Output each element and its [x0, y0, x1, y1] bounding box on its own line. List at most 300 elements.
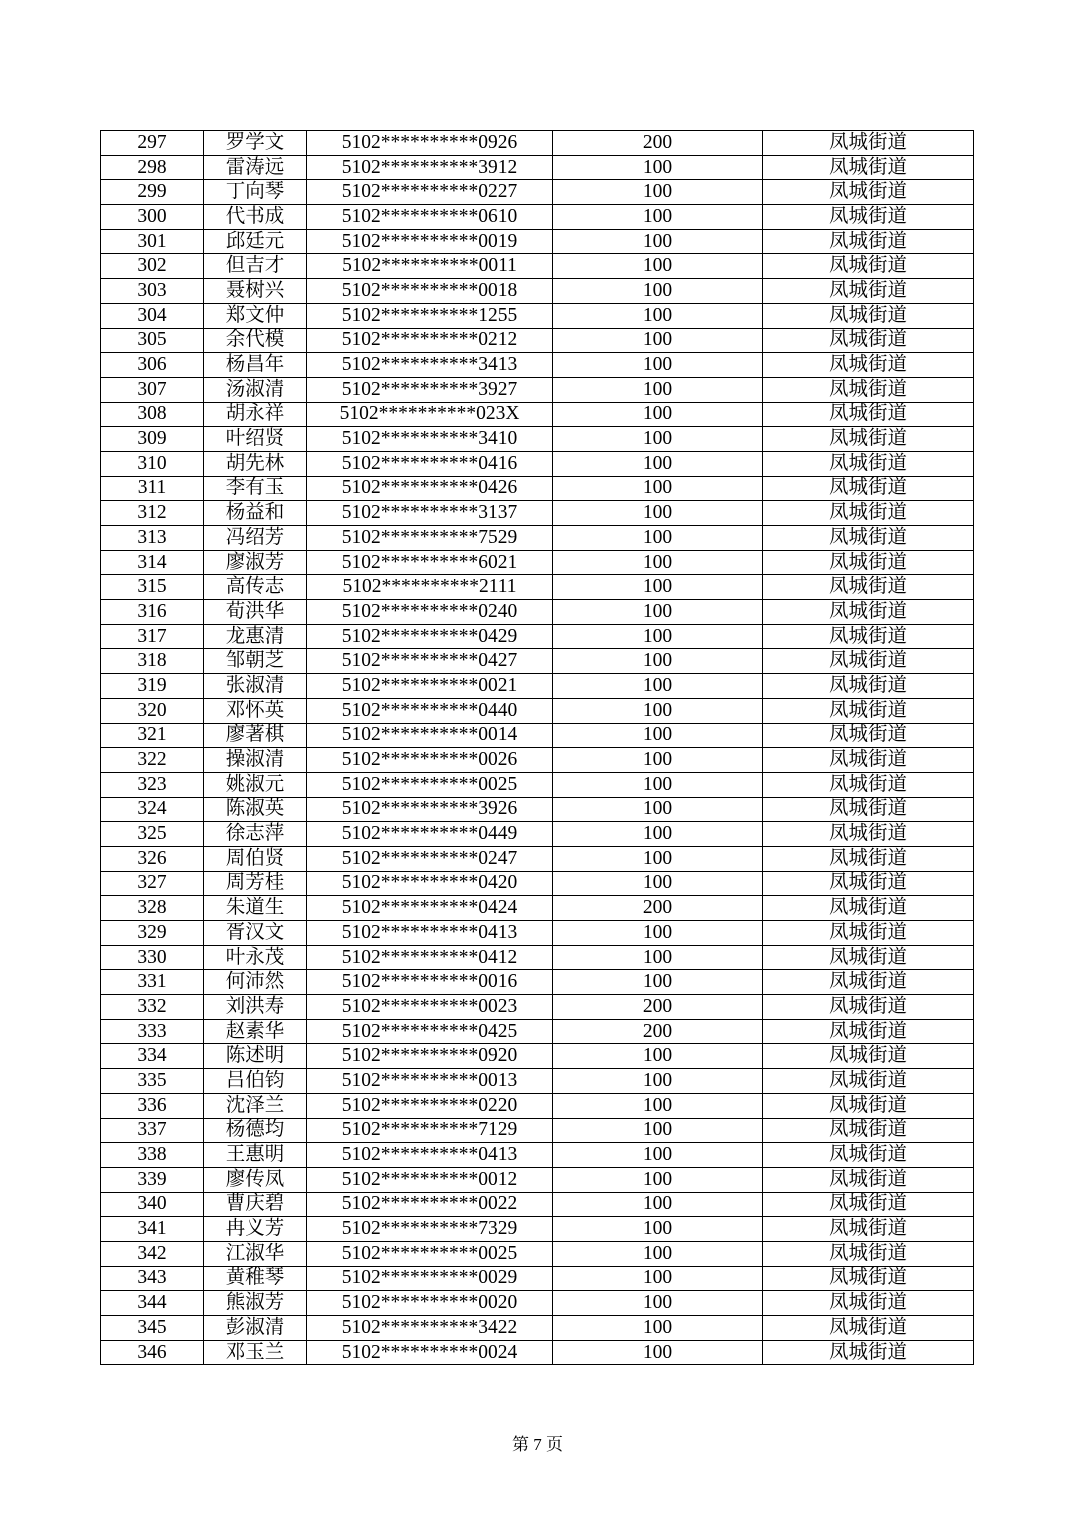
street-cell: 凤城街道 [763, 229, 974, 254]
street-cell: 凤城街道 [763, 155, 974, 180]
row-number-cell: 310 [101, 451, 204, 476]
row-number-cell: 313 [101, 526, 204, 551]
id-number-cell: 5102**********0026 [307, 748, 553, 773]
row-number-cell: 324 [101, 797, 204, 822]
amount-cell: 100 [553, 1118, 763, 1143]
amount-cell: 100 [553, 723, 763, 748]
amount-cell: 100 [553, 254, 763, 279]
street-cell: 凤城街道 [763, 1316, 974, 1341]
table-row [101, 921, 974, 946]
table-row [101, 995, 974, 1020]
street-cell: 凤城街道 [763, 624, 974, 649]
table-row [101, 1069, 974, 1094]
amount-cell: 100 [553, 698, 763, 723]
table-row [101, 1192, 974, 1217]
table-row [101, 748, 974, 773]
amount-cell: 100 [553, 402, 763, 427]
table-row [101, 229, 974, 254]
id-number-cell: 5102**********0426 [307, 476, 553, 501]
table-row [101, 501, 974, 526]
table-row [101, 451, 974, 476]
id-number-cell: 5102**********0427 [307, 649, 553, 674]
amount-cell: 100 [553, 155, 763, 180]
amount-cell: 100 [553, 674, 763, 699]
id-number-cell: 5102**********0011 [307, 254, 553, 279]
row-number-cell: 338 [101, 1143, 204, 1168]
name-cell: 沈泽兰 [204, 1093, 307, 1118]
amount-cell: 100 [553, 748, 763, 773]
row-number-cell: 334 [101, 1044, 204, 1069]
street-cell: 凤城街道 [763, 723, 974, 748]
table-row [101, 822, 974, 847]
row-number-cell: 330 [101, 945, 204, 970]
street-cell: 凤城街道 [763, 303, 974, 328]
table-row [101, 674, 974, 699]
street-cell: 凤城街道 [763, 1167, 974, 1192]
table-row [101, 1118, 974, 1143]
name-cell: 吕伯钧 [204, 1069, 307, 1094]
id-number-cell: 5102**********0022 [307, 1192, 553, 1217]
street-cell: 凤城街道 [763, 871, 974, 896]
id-number-cell: 5102**********0926 [307, 131, 553, 156]
street-cell: 凤城街道 [763, 131, 974, 156]
page-number: 第 7 页 [512, 1435, 563, 1454]
street-cell: 凤城街道 [763, 674, 974, 699]
table-row [101, 279, 974, 304]
street-cell: 凤城街道 [763, 921, 974, 946]
street-cell: 凤城街道 [763, 254, 974, 279]
street-cell: 凤城街道 [763, 600, 974, 625]
row-number-cell: 346 [101, 1340, 204, 1365]
table-row [101, 846, 974, 871]
amount-cell: 100 [553, 328, 763, 353]
table-row [101, 377, 974, 402]
street-cell: 凤城街道 [763, 1143, 974, 1168]
street-cell: 凤城街道 [763, 328, 974, 353]
name-cell: 姚淑元 [204, 772, 307, 797]
amount-cell: 100 [553, 772, 763, 797]
amount-cell: 200 [553, 896, 763, 921]
street-cell: 凤城街道 [763, 797, 974, 822]
id-number-cell: 5102**********0425 [307, 1019, 553, 1044]
street-cell: 凤城街道 [763, 772, 974, 797]
street-cell: 凤城街道 [763, 377, 974, 402]
street-cell: 凤城街道 [763, 1192, 974, 1217]
row-number-cell: 305 [101, 328, 204, 353]
id-number-cell: 5102**********7329 [307, 1217, 553, 1242]
name-cell: 李有玉 [204, 476, 307, 501]
amount-cell: 100 [553, 1291, 763, 1316]
id-number-cell: 5102**********7129 [307, 1118, 553, 1143]
id-number-cell: 5102**********0416 [307, 451, 553, 476]
id-number-cell: 5102**********3410 [307, 427, 553, 452]
name-cell: 刘洪寿 [204, 995, 307, 1020]
id-number-cell: 5102**********0014 [307, 723, 553, 748]
row-number-cell: 314 [101, 550, 204, 575]
amount-cell: 100 [553, 575, 763, 600]
name-cell: 高传志 [204, 575, 307, 600]
amount-cell: 100 [553, 205, 763, 230]
table-row [101, 1093, 974, 1118]
street-cell: 凤城街道 [763, 501, 974, 526]
id-number-cell: 5102**********3413 [307, 353, 553, 378]
name-cell: 汤淑清 [204, 377, 307, 402]
id-number-cell: 5102**********0449 [307, 822, 553, 847]
row-number-cell: 342 [101, 1241, 204, 1266]
row-number-cell: 301 [101, 229, 204, 254]
amount-cell: 100 [553, 476, 763, 501]
row-number-cell: 311 [101, 476, 204, 501]
name-cell: 廖传凤 [204, 1167, 307, 1192]
street-cell: 凤城街道 [763, 1044, 974, 1069]
row-number-cell: 337 [101, 1118, 204, 1143]
table-row [101, 131, 974, 156]
street-cell: 凤城街道 [763, 1241, 974, 1266]
row-number-cell: 340 [101, 1192, 204, 1217]
row-number-cell: 300 [101, 205, 204, 230]
id-number-cell: 5102**********0220 [307, 1093, 553, 1118]
amount-cell: 100 [553, 1044, 763, 1069]
name-cell: 叶永茂 [204, 945, 307, 970]
id-number-cell: 5102**********0212 [307, 328, 553, 353]
street-cell: 凤城街道 [763, 896, 974, 921]
row-number-cell: 319 [101, 674, 204, 699]
table-row [101, 353, 974, 378]
id-number-cell: 5102**********0247 [307, 846, 553, 871]
name-cell: 杨昌年 [204, 353, 307, 378]
id-number-cell: 5102**********0920 [307, 1044, 553, 1069]
row-number-cell: 328 [101, 896, 204, 921]
name-cell: 邱廷元 [204, 229, 307, 254]
name-cell: 代书成 [204, 205, 307, 230]
name-cell: 罗学文 [204, 131, 307, 156]
amount-cell: 100 [553, 1340, 763, 1365]
row-number-cell: 316 [101, 600, 204, 625]
street-cell: 凤城街道 [763, 526, 974, 551]
name-cell: 荀洪华 [204, 600, 307, 625]
name-cell: 杨益和 [204, 501, 307, 526]
table-row [101, 624, 974, 649]
name-cell: 周芳桂 [204, 871, 307, 896]
street-cell: 凤城街道 [763, 353, 974, 378]
amount-cell: 100 [553, 1316, 763, 1341]
amount-cell: 100 [553, 501, 763, 526]
row-number-cell: 341 [101, 1217, 204, 1242]
amount-cell: 100 [553, 1192, 763, 1217]
name-cell: 彭淑清 [204, 1316, 307, 1341]
amount-cell: 100 [553, 427, 763, 452]
amount-cell: 100 [553, 1069, 763, 1094]
amount-cell: 100 [553, 797, 763, 822]
name-cell: 操淑清 [204, 748, 307, 773]
table-row [101, 1340, 974, 1365]
amount-cell: 100 [553, 229, 763, 254]
row-number-cell: 308 [101, 402, 204, 427]
table-row [101, 1316, 974, 1341]
row-number-cell: 322 [101, 748, 204, 773]
id-number-cell: 5102**********0240 [307, 600, 553, 625]
id-number-cell: 5102**********3422 [307, 1316, 553, 1341]
amount-cell: 100 [553, 1241, 763, 1266]
amount-cell: 100 [553, 921, 763, 946]
row-number-cell: 331 [101, 970, 204, 995]
amount-cell: 100 [553, 822, 763, 847]
street-cell: 凤城街道 [763, 970, 974, 995]
name-cell: 龙惠清 [204, 624, 307, 649]
name-cell: 江淑华 [204, 1241, 307, 1266]
id-number-cell: 5102**********0013 [307, 1069, 553, 1094]
name-cell: 徐志萍 [204, 822, 307, 847]
id-number-cell: 5102**********0424 [307, 896, 553, 921]
row-number-cell: 312 [101, 501, 204, 526]
name-cell: 赵素华 [204, 1019, 307, 1044]
table-row [101, 254, 974, 279]
row-number-cell: 332 [101, 995, 204, 1020]
name-cell: 胡先林 [204, 451, 307, 476]
name-cell: 雷涛远 [204, 155, 307, 180]
table-row [101, 896, 974, 921]
name-cell: 邓怀英 [204, 698, 307, 723]
id-number-cell: 5102**********3926 [307, 797, 553, 822]
row-number-cell: 315 [101, 575, 204, 600]
name-cell: 何沛然 [204, 970, 307, 995]
id-number-cell: 5102**********0016 [307, 970, 553, 995]
row-number-cell: 320 [101, 698, 204, 723]
amount-cell: 100 [553, 353, 763, 378]
name-cell: 廖淑芳 [204, 550, 307, 575]
amount-cell: 100 [553, 180, 763, 205]
table-row [101, 1241, 974, 1266]
row-number-cell: 344 [101, 1291, 204, 1316]
id-number-cell: 5102**********0025 [307, 772, 553, 797]
id-number-cell: 5102**********0429 [307, 624, 553, 649]
name-cell: 聂树兴 [204, 279, 307, 304]
name-cell: 邓玉兰 [204, 1340, 307, 1365]
amount-cell: 100 [553, 1143, 763, 1168]
name-cell: 丁向琴 [204, 180, 307, 205]
row-number-cell: 297 [101, 131, 204, 156]
row-number-cell: 345 [101, 1316, 204, 1341]
row-number-cell: 307 [101, 377, 204, 402]
id-number-cell: 5102**********0440 [307, 698, 553, 723]
id-number-cell: 5102**********0019 [307, 229, 553, 254]
amount-cell: 200 [553, 995, 763, 1020]
row-number-cell: 333 [101, 1019, 204, 1044]
name-cell: 余代模 [204, 328, 307, 353]
street-cell: 凤城街道 [763, 1019, 974, 1044]
name-cell: 胡永祥 [204, 402, 307, 427]
row-number-cell: 339 [101, 1167, 204, 1192]
table-row [101, 1291, 974, 1316]
amount-cell: 100 [553, 377, 763, 402]
street-cell: 凤城街道 [763, 1217, 974, 1242]
name-cell: 郑文仲 [204, 303, 307, 328]
street-cell: 凤城街道 [763, 550, 974, 575]
row-number-cell: 343 [101, 1266, 204, 1291]
id-number-cell: 5102**********0412 [307, 945, 553, 970]
amount-cell: 100 [553, 846, 763, 871]
amount-cell: 100 [553, 649, 763, 674]
street-cell: 凤城街道 [763, 945, 974, 970]
id-number-cell: 5102**********0024 [307, 1340, 553, 1365]
name-cell: 冯绍芳 [204, 526, 307, 551]
amount-cell: 100 [553, 871, 763, 896]
name-cell: 王惠明 [204, 1143, 307, 1168]
table-row [101, 575, 974, 600]
row-number-cell: 321 [101, 723, 204, 748]
name-cell: 黄稚琴 [204, 1266, 307, 1291]
amount-cell: 100 [553, 945, 763, 970]
table-row [101, 723, 974, 748]
id-number-cell: 5102**********0610 [307, 205, 553, 230]
row-number-cell: 325 [101, 822, 204, 847]
id-number-cell: 5102**********3137 [307, 501, 553, 526]
street-cell: 凤城街道 [763, 279, 974, 304]
amount-cell: 100 [553, 1266, 763, 1291]
table-row [101, 205, 974, 230]
table-row [101, 427, 974, 452]
street-cell: 凤城街道 [763, 451, 974, 476]
street-cell: 凤城街道 [763, 822, 974, 847]
street-cell: 凤城街道 [763, 1291, 974, 1316]
id-number-cell: 5102**********0413 [307, 921, 553, 946]
table-row [101, 526, 974, 551]
id-number-cell: 5102**********0029 [307, 1266, 553, 1291]
roster-table [100, 130, 974, 1365]
table-row [101, 945, 974, 970]
row-number-cell: 336 [101, 1093, 204, 1118]
id-number-cell: 5102**********7529 [307, 526, 553, 551]
table-row [101, 550, 974, 575]
row-number-cell: 323 [101, 772, 204, 797]
street-cell: 凤城街道 [763, 575, 974, 600]
name-cell: 叶绍贤 [204, 427, 307, 452]
row-number-cell: 299 [101, 180, 204, 205]
id-number-cell: 5102**********2111 [307, 575, 553, 600]
amount-cell: 100 [553, 279, 763, 304]
street-cell: 凤城街道 [763, 698, 974, 723]
id-number-cell: 5102**********0018 [307, 279, 553, 304]
amount-cell: 200 [553, 131, 763, 156]
id-number-cell: 5102**********3912 [307, 155, 553, 180]
table-row [101, 772, 974, 797]
amount-cell: 100 [553, 1167, 763, 1192]
table-row [101, 402, 974, 427]
row-number-cell: 302 [101, 254, 204, 279]
name-cell: 陈述明 [204, 1044, 307, 1069]
name-cell: 陈淑英 [204, 797, 307, 822]
street-cell: 凤城街道 [763, 846, 974, 871]
name-cell: 邹朝芝 [204, 649, 307, 674]
table-row [101, 155, 974, 180]
table-row [101, 1143, 974, 1168]
row-number-cell: 306 [101, 353, 204, 378]
street-cell: 凤城街道 [763, 402, 974, 427]
row-number-cell: 329 [101, 921, 204, 946]
amount-cell: 100 [553, 600, 763, 625]
name-cell: 杨德均 [204, 1118, 307, 1143]
table-row [101, 1266, 974, 1291]
table-row [101, 600, 974, 625]
row-number-cell: 318 [101, 649, 204, 674]
roster-table-body [101, 131, 974, 1365]
amount-cell: 100 [553, 550, 763, 575]
street-cell: 凤城街道 [763, 1069, 974, 1094]
row-number-cell: 326 [101, 846, 204, 871]
name-cell: 熊淑芳 [204, 1291, 307, 1316]
street-cell: 凤城街道 [763, 427, 974, 452]
street-cell: 凤城街道 [763, 1266, 974, 1291]
name-cell: 但吉才 [204, 254, 307, 279]
name-cell: 胥汉文 [204, 921, 307, 946]
id-number-cell: 5102**********0023 [307, 995, 553, 1020]
table-row [101, 328, 974, 353]
street-cell: 凤城街道 [763, 205, 974, 230]
name-cell: 曹庆碧 [204, 1192, 307, 1217]
id-number-cell: 5102**********0413 [307, 1143, 553, 1168]
name-cell: 周伯贤 [204, 846, 307, 871]
id-number-cell: 5102**********0227 [307, 180, 553, 205]
amount-cell: 100 [553, 303, 763, 328]
table-row [101, 476, 974, 501]
table-row [101, 970, 974, 995]
amount-cell: 100 [553, 1093, 763, 1118]
street-cell: 凤城街道 [763, 180, 974, 205]
table-row [101, 698, 974, 723]
id-number-cell: 5102**********1255 [307, 303, 553, 328]
row-number-cell: 309 [101, 427, 204, 452]
street-cell: 凤城街道 [763, 1093, 974, 1118]
table-row [101, 797, 974, 822]
id-number-cell: 5102**********0020 [307, 1291, 553, 1316]
amount-cell: 100 [553, 970, 763, 995]
table-row [101, 1167, 974, 1192]
street-cell: 凤城街道 [763, 1118, 974, 1143]
id-number-cell: 5102**********6021 [307, 550, 553, 575]
row-number-cell: 335 [101, 1069, 204, 1094]
table-row [101, 180, 974, 205]
street-cell: 凤城街道 [763, 1340, 974, 1365]
amount-cell: 100 [553, 1217, 763, 1242]
id-number-cell: 5102**********023X [307, 402, 553, 427]
id-number-cell: 5102**********0025 [307, 1241, 553, 1266]
amount-cell: 100 [553, 451, 763, 476]
id-number-cell: 5102**********0420 [307, 871, 553, 896]
row-number-cell: 303 [101, 279, 204, 304]
name-cell: 张淑清 [204, 674, 307, 699]
street-cell: 凤城街道 [763, 995, 974, 1020]
table-row [101, 1217, 974, 1242]
amount-cell: 100 [553, 526, 763, 551]
id-number-cell: 5102**********0021 [307, 674, 553, 699]
table-row [101, 1019, 974, 1044]
row-number-cell: 317 [101, 624, 204, 649]
table-row [101, 649, 974, 674]
row-number-cell: 327 [101, 871, 204, 896]
table-row [101, 1044, 974, 1069]
street-cell: 凤城街道 [763, 476, 974, 501]
table-row [101, 871, 974, 896]
name-cell: 冉义芳 [204, 1217, 307, 1242]
id-number-cell: 5102**********0012 [307, 1167, 553, 1192]
name-cell: 廖著棋 [204, 723, 307, 748]
row-number-cell: 298 [101, 155, 204, 180]
amount-cell: 200 [553, 1019, 763, 1044]
table-row [101, 303, 974, 328]
name-cell: 朱道生 [204, 896, 307, 921]
street-cell: 凤城街道 [763, 649, 974, 674]
amount-cell: 100 [553, 624, 763, 649]
